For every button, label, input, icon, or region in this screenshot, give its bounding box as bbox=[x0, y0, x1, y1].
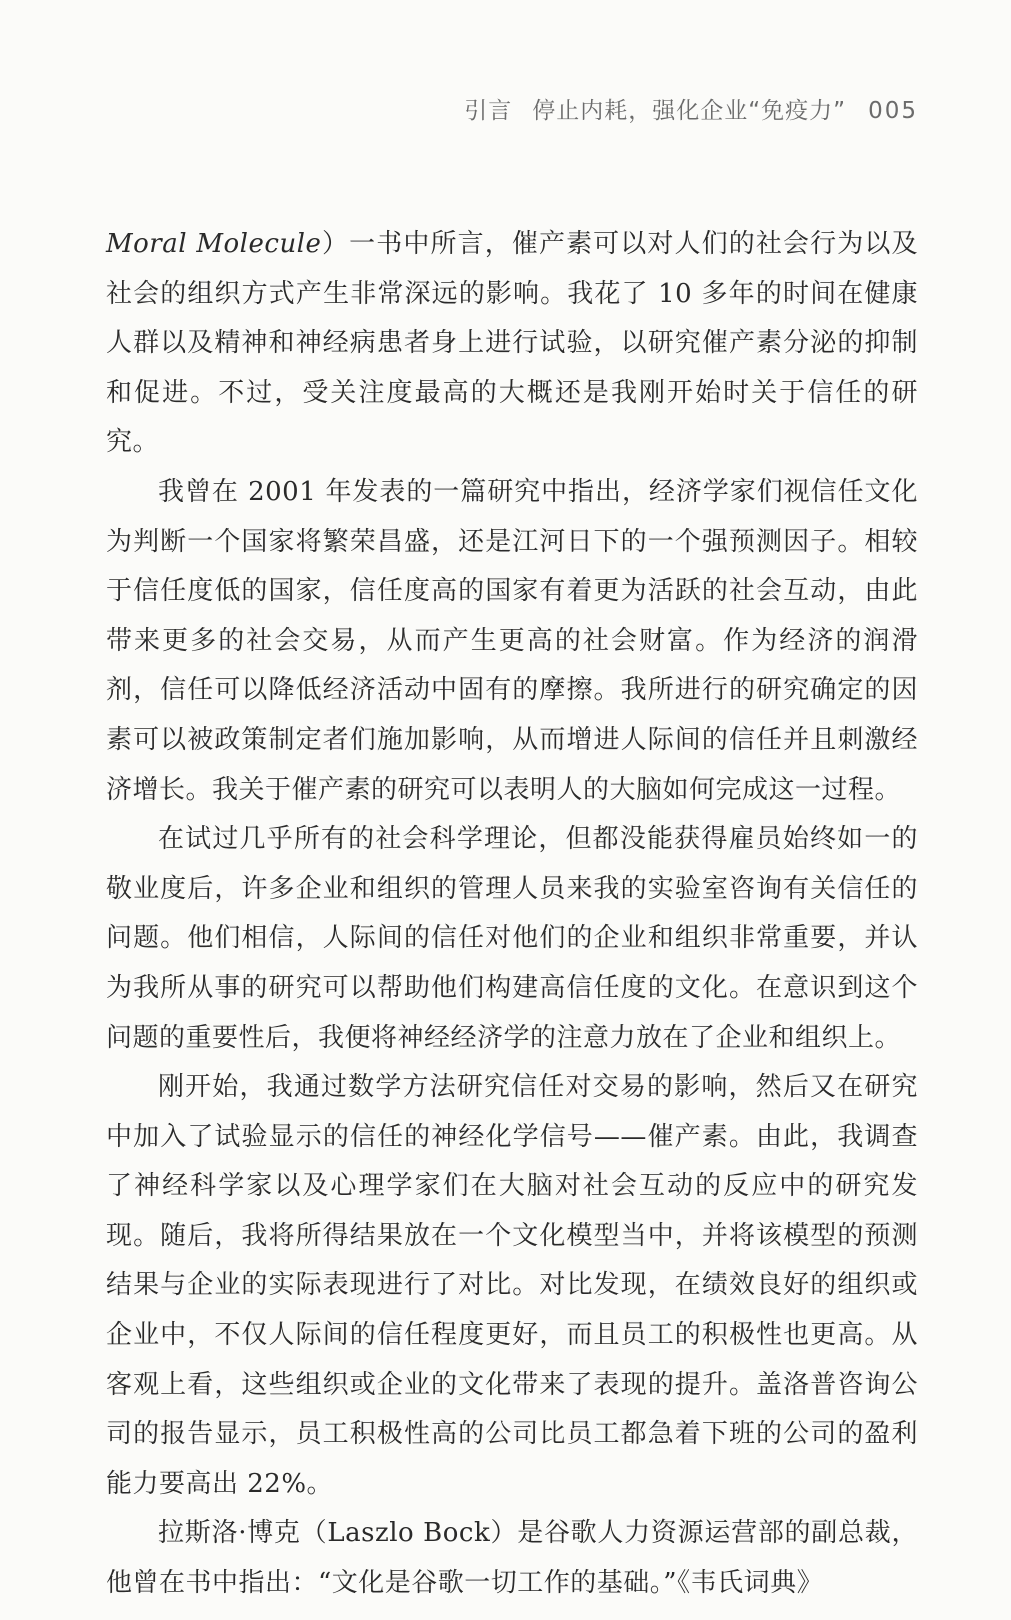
paragraph-5: 拉斯洛·博克（Laszlo Bock）是谷歌人力资源运营部的副总裁，他曾在书中指出：“文化是谷歌一切工作的基础。”《韦氏词典》 bbox=[106, 1518, 918, 1599]
running-header bbox=[464, 92, 918, 125]
paragraph-2: 我曾在 2001 年发表的一篇研究中指出，经济学家们视信任文化为判断一个国家将繁荣昌盛，还是江河日下的一个强预测因子。相较于信任度低的国家，信任度高的国家有着更为活跃的社会互动，由此带来更多的社会交易，从而产生更高的社会财富。作为经济的润滑剂，信任可以降低经济活动中固有的摩擦。我所进行的研究确定的因素可以被政策制定者们施加影响，从而增进人际间的信任并且刺激经济增长。我关于催产素的研究可以表明人的大脑如何完成这一过程。 bbox=[106, 476, 918, 805]
paragraph-4: 刚开始，我通过数学方法研究信任对交易的影响，然后又在研究中加入了试验显示的信任的神经化学信号——催产素。由此，我调查了神经科学家以及心理学家们在大脑对社会互动的反应中的研究发现。随后，我将所得结果放在一个文化模型当中，并将该模型的预测结果与企业的实际表现进行了对比。对比发现，在绩效良好的组织或企业中，不仅人际间的信任程度更好，而且员工的积极性也更高。从客观上看，这些组织或企业的文化带来了表现的提升。盖洛普咨询公司的报告显示，员工积极性高的公司比员工都急着下班的公司的盈利能力要高出 22%。 bbox=[106, 1072, 918, 1499]
header-section: 引言 bbox=[464, 98, 513, 124]
page-number: 005 bbox=[868, 98, 918, 124]
book-title: Moral Molecule bbox=[106, 229, 322, 259]
paragraph-3: 在试过几乎所有的社会科学理论，但都没能获得雇员始终如一的敬业度后，许多企业和组织的管理人员来我的实验室咨询有关信任的问题。他们相信，人际间的信任对他们的企业和组织非常重要，并认为我所从事的研究可以帮助他们构建高信任度的文化。在意识到这个问题的重要性后，我便将神经经济学的注意力放在了企业和组织上。 bbox=[106, 824, 918, 1053]
header-title: 停止内耗，强化企业“免疫力” bbox=[532, 98, 847, 124]
paragraph-1-text: ）一书中所言，催产素可以对人们的社会行为以及社会的组织方式产生非常深远的影响。我花了 10 多年的时间在健康人群以及精神和神经病患者身上进行试验，以研究催产素分泌的抑制和促进。不过，受关注度最高的大概还是我刚开始时关于信任的研究。 bbox=[106, 229, 918, 458]
body-text bbox=[106, 220, 918, 1609]
paragraph-1 bbox=[106, 220, 918, 468]
